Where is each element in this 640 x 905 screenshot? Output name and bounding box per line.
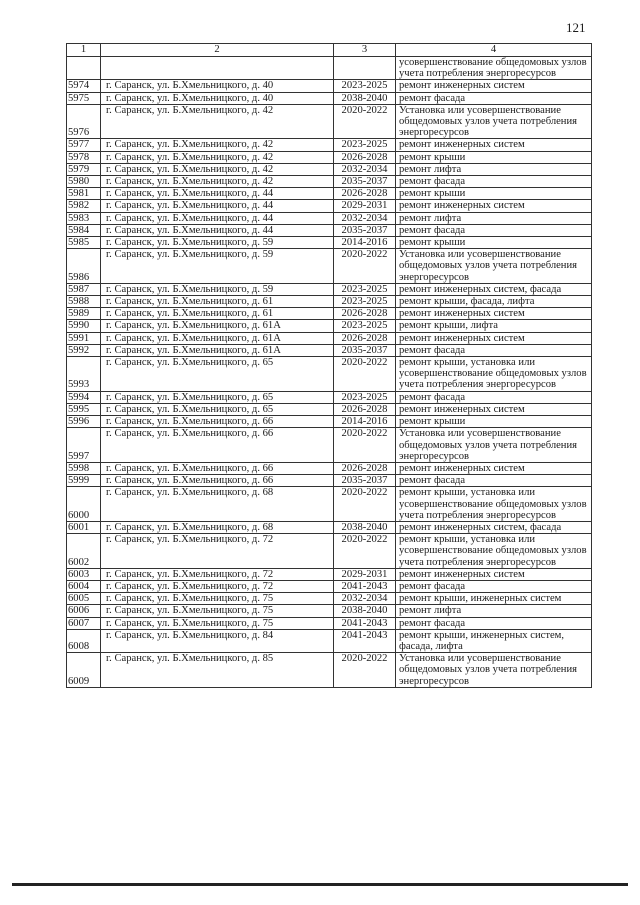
cell-number: 5980	[67, 176, 101, 188]
table-row	[67, 332, 592, 344]
cell-address: г. Саранск, ул. Б.Хмельницкого, д. 66	[101, 428, 334, 463]
cell-work: ремонт инженерных систем, фасада	[396, 283, 592, 295]
cell-work: Установка или усовершенствование общедомовых узлов учета потребления энергоресурсов	[396, 653, 592, 688]
cell-years: 2014-2016	[334, 237, 396, 249]
cell-address: г. Саранск, ул. Б.Хмельницкого, д. 40	[101, 80, 334, 92]
cell-work: ремонт инженерных систем	[396, 139, 592, 151]
cell-number: 6008	[67, 629, 101, 652]
table-row	[67, 653, 592, 688]
table-row	[67, 176, 592, 188]
table-row	[67, 188, 592, 200]
cell-years: 2020-2022	[334, 534, 396, 569]
cell-number: 5977	[67, 139, 101, 151]
cell-address: г. Саранск, ул. Б.Хмельницкого, д. 59	[101, 283, 334, 295]
cell-years: 2026-2028	[334, 462, 396, 474]
cell-address: г. Саранск, ул. Б.Хмельницкого, д. 68	[101, 487, 334, 522]
cell-work: ремонт инженерных систем	[396, 403, 592, 415]
cell-address: г. Саранск, ул. Б.Хмельницкого, д. 44	[101, 224, 334, 236]
cell-number: 5976	[67, 104, 101, 139]
cell-number: 6007	[67, 617, 101, 629]
cell-work: ремонт инженерных систем, фасада	[396, 521, 592, 533]
cell-work: ремонт крыши	[396, 188, 592, 200]
cell-years: 2020-2022	[334, 487, 396, 522]
cell-number: 6001	[67, 521, 101, 533]
cell-work: ремонт крыши, инженерных систем	[396, 593, 592, 605]
cell-address: г. Саранск, ул. Б.Хмельницкого, д. 75	[101, 617, 334, 629]
repair-schedule-table	[66, 43, 592, 688]
cell-number: 5993	[67, 357, 101, 392]
cell-work: ремонт инженерных систем	[396, 568, 592, 580]
cell-years: 2029-2031	[334, 200, 396, 212]
cell-years: 2038-2040	[334, 92, 396, 104]
cell-number: 5996	[67, 416, 101, 428]
cell-years: 2023-2025	[334, 320, 396, 332]
cell-address	[101, 57, 334, 80]
cell-work: усовершенствование общедомовых узлов учета потребления энергоресурсов	[396, 57, 592, 80]
cell-work: ремонт крыши, лифта	[396, 320, 592, 332]
cell-address: г. Саранск, ул. Б.Хмельницкого, д. 42	[101, 139, 334, 151]
cell-years: 2023-2025	[334, 139, 396, 151]
cell-years: 2035-2037	[334, 344, 396, 356]
cell-years: 2026-2028	[334, 308, 396, 320]
table-row	[67, 403, 592, 415]
header-row	[67, 44, 592, 57]
cell-address: г. Саранск, ул. Б.Хмельницкого, д. 42	[101, 151, 334, 163]
cell-number: 5981	[67, 188, 101, 200]
table-row	[67, 391, 592, 403]
cell-address: г. Саранск, ул. Б.Хмельницкого, д. 59	[101, 237, 334, 249]
cell-work: ремонт крыши, установка или усовершенствование общедомовых узлов учета потребления энергоресурсов	[396, 534, 592, 569]
cell-address: г. Саранск, ул. Б.Хмельницкого, д. 44	[101, 212, 334, 224]
cell-address: г. Саранск, ул. Б.Хмельницкого, д. 61А	[101, 344, 334, 356]
cell-work: Установка или усовершенствование общедомовых узлов учета потребления энергоресурсов	[396, 104, 592, 139]
table-row	[67, 80, 592, 92]
cell-work: ремонт инженерных систем	[396, 80, 592, 92]
cell-number: 5986	[67, 249, 101, 284]
table-body	[67, 57, 592, 688]
cell-number: 6009	[67, 653, 101, 688]
cell-years: 2029-2031	[334, 568, 396, 580]
cell-address: г. Саранск, ул. Б.Хмельницкого, д. 72	[101, 580, 334, 592]
cell-address: г. Саранск, ул. Б.Хмельницкого, д. 59	[101, 249, 334, 284]
table-row	[67, 344, 592, 356]
cell-work: ремонт инженерных систем	[396, 462, 592, 474]
cell-years: 2038-2040	[334, 605, 396, 617]
cell-address: г. Саранск, ул. Б.Хмельницкого, д. 66	[101, 462, 334, 474]
cell-number: 5983	[67, 212, 101, 224]
cell-years: 2020-2022	[334, 357, 396, 392]
cell-years: 2026-2028	[334, 403, 396, 415]
cell-address: г. Саранск, ул. Б.Хмельницкого, д. 61	[101, 308, 334, 320]
cell-years: 2026-2028	[334, 332, 396, 344]
cell-work: ремонт крыши, установка или усовершенствование общедомовых узлов учета потребления энергоресурсов	[396, 487, 592, 522]
cell-address: г. Саранск, ул. Б.Хмельницкого, д. 42	[101, 176, 334, 188]
cell-address: г. Саранск, ул. Б.Хмельницкого, д. 65	[101, 403, 334, 415]
table-row	[67, 249, 592, 284]
cell-address: г. Саранск, ул. Б.Хмельницкого, д. 61А	[101, 332, 334, 344]
cell-work: ремонт фасада	[396, 475, 592, 487]
cell-address: г. Саранск, ул. Б.Хмельницкого, д. 42	[101, 163, 334, 175]
table-row	[67, 521, 592, 533]
cell-address: г. Саранск, ул. Б.Хмельницкого, д. 44	[101, 188, 334, 200]
cell-number: 5997	[67, 428, 101, 463]
cell-years: 2023-2025	[334, 80, 396, 92]
cell-years: 2026-2028	[334, 188, 396, 200]
cell-years: 2041-2043	[334, 629, 396, 652]
cell-number: 5985	[67, 237, 101, 249]
cell-years: 2038-2040	[334, 521, 396, 533]
cell-years: 2032-2034	[334, 212, 396, 224]
table-row	[67, 605, 592, 617]
cell-years: 2020-2022	[334, 428, 396, 463]
column-header-years: 3	[334, 44, 396, 57]
table-row	[67, 534, 592, 569]
cell-years: 2035-2037	[334, 475, 396, 487]
table-row	[67, 617, 592, 629]
cell-address: г. Саранск, ул. Б.Хмельницкого, д. 65	[101, 357, 334, 392]
cell-number: 5984	[67, 224, 101, 236]
bottom-divider	[12, 883, 628, 886]
column-header-work: 4	[396, 44, 592, 57]
table-row	[67, 92, 592, 104]
table-row	[67, 580, 592, 592]
cell-years: 2020-2022	[334, 249, 396, 284]
cell-address: г. Саранск, ул. Б.Хмельницкого, д. 65	[101, 391, 334, 403]
cell-years: 2023-2025	[334, 283, 396, 295]
cell-number: 5999	[67, 475, 101, 487]
cell-address: г. Саранск, ул. Б.Хмельницкого, д. 85	[101, 653, 334, 688]
cell-work: ремонт крыши, фасада, лифта	[396, 296, 592, 308]
cell-address: г. Саранск, ул. Б.Хмельницкого, д. 84	[101, 629, 334, 652]
cell-work: ремонт лифта	[396, 605, 592, 617]
cell-address: г. Саранск, ул. Б.Хмельницкого, д. 66	[101, 416, 334, 428]
table-row	[67, 224, 592, 236]
cell-years: 2041-2043	[334, 617, 396, 629]
cell-number: 6004	[67, 580, 101, 592]
table-row	[67, 163, 592, 175]
cell-number: 5974	[67, 80, 101, 92]
cell-work: ремонт крыши, установка или усовершенствование общедомовых узлов учета потребления энергоресурсов	[396, 357, 592, 392]
table-row	[67, 568, 592, 580]
table-row	[67, 475, 592, 487]
cell-address: г. Саранск, ул. Б.Хмельницкого, д. 42	[101, 104, 334, 139]
cell-address: г. Саранск, ул. Б.Хмельницкого, д. 72	[101, 568, 334, 580]
cell-number: 5988	[67, 296, 101, 308]
cell-years: 2014-2016	[334, 416, 396, 428]
cell-number: 5995	[67, 403, 101, 415]
cell-work: Установка или усовершенствование общедомовых узлов учета потребления энергоресурсов	[396, 249, 592, 284]
cell-number: 5978	[67, 151, 101, 163]
cell-years: 2032-2034	[334, 593, 396, 605]
table-row	[67, 629, 592, 652]
table-row	[67, 296, 592, 308]
table-row	[67, 357, 592, 392]
cell-address: г. Саранск, ул. Б.Хмельницкого, д. 72	[101, 534, 334, 569]
column-header-address: 2	[101, 44, 334, 57]
cell-years	[334, 57, 396, 80]
cell-work: ремонт лифта	[396, 163, 592, 175]
cell-address: г. Саранск, ул. Б.Хмельницкого, д. 44	[101, 200, 334, 212]
cell-number: 5991	[67, 332, 101, 344]
table-row	[67, 151, 592, 163]
cell-number: 5990	[67, 320, 101, 332]
cell-work: ремонт инженерных систем	[396, 200, 592, 212]
table-row	[67, 593, 592, 605]
page-number: 121	[566, 20, 586, 35]
cell-address: г. Саранск, ул. Б.Хмельницкого, д. 68	[101, 521, 334, 533]
cell-address: г. Саранск, ул. Б.Хмельницкого, д. 61	[101, 296, 334, 308]
cell-work: ремонт лифта	[396, 212, 592, 224]
cell-work: ремонт крыши, инженерных систем, фасада, лифта	[396, 629, 592, 652]
cell-work: ремонт фасада	[396, 92, 592, 104]
cell-work: ремонт фасада	[396, 617, 592, 629]
cell-work: ремонт крыши	[396, 151, 592, 163]
cell-address: г. Саранск, ул. Б.Хмельницкого, д. 75	[101, 605, 334, 617]
cell-work: ремонт инженерных систем	[396, 332, 592, 344]
cell-number: 5982	[67, 200, 101, 212]
cell-work: ремонт крыши	[396, 237, 592, 249]
cell-work: ремонт инженерных систем	[396, 308, 592, 320]
cell-number: 5994	[67, 391, 101, 403]
cell-work: Установка или усовершенствование общедомовых узлов учета потребления энергоресурсов	[396, 428, 592, 463]
cell-address: г. Саранск, ул. Б.Хмельницкого, д. 40	[101, 92, 334, 104]
cell-address: г. Саранск, ул. Б.Хмельницкого, д. 75	[101, 593, 334, 605]
cell-number	[67, 57, 101, 80]
cell-address: г. Саранск, ул. Б.Хмельницкого, д. 66	[101, 475, 334, 487]
cell-number: 5992	[67, 344, 101, 356]
cell-years: 2026-2028	[334, 151, 396, 163]
cell-number: 5979	[67, 163, 101, 175]
cell-number: 6000	[67, 487, 101, 522]
table-row	[67, 487, 592, 522]
cell-work: ремонт фасада	[396, 580, 592, 592]
table-row	[67, 283, 592, 295]
table-row	[67, 200, 592, 212]
cell-years: 2020-2022	[334, 653, 396, 688]
cell-work: ремонт крыши	[396, 416, 592, 428]
table-row	[67, 212, 592, 224]
table-row	[67, 320, 592, 332]
cell-years: 2041-2043	[334, 580, 396, 592]
table-row	[67, 308, 592, 320]
cell-number: 5989	[67, 308, 101, 320]
table-row	[67, 139, 592, 151]
column-header-number: 1	[67, 44, 101, 57]
cell-number: 6006	[67, 605, 101, 617]
table-row	[67, 104, 592, 139]
cell-number: 6005	[67, 593, 101, 605]
cell-address: г. Саранск, ул. Б.Хмельницкого, д. 61А	[101, 320, 334, 332]
table-row	[67, 416, 592, 428]
cell-number: 6002	[67, 534, 101, 569]
table-row	[67, 462, 592, 474]
cell-number: 5998	[67, 462, 101, 474]
cell-work: ремонт фасада	[396, 224, 592, 236]
table-row	[67, 428, 592, 463]
cell-work: ремонт фасада	[396, 176, 592, 188]
document-table-container	[66, 43, 592, 688]
cell-years: 2035-2037	[334, 176, 396, 188]
cell-years: 2035-2037	[334, 224, 396, 236]
cell-years: 2032-2034	[334, 163, 396, 175]
cell-number: 5975	[67, 92, 101, 104]
cell-work: ремонт фасада	[396, 391, 592, 403]
cell-work: ремонт фасада	[396, 344, 592, 356]
cell-years: 2023-2025	[334, 391, 396, 403]
table-row	[67, 237, 592, 249]
table-row	[67, 57, 592, 80]
cell-years: 2020-2022	[334, 104, 396, 139]
cell-number: 6003	[67, 568, 101, 580]
cell-number: 5987	[67, 283, 101, 295]
cell-years: 2023-2025	[334, 296, 396, 308]
